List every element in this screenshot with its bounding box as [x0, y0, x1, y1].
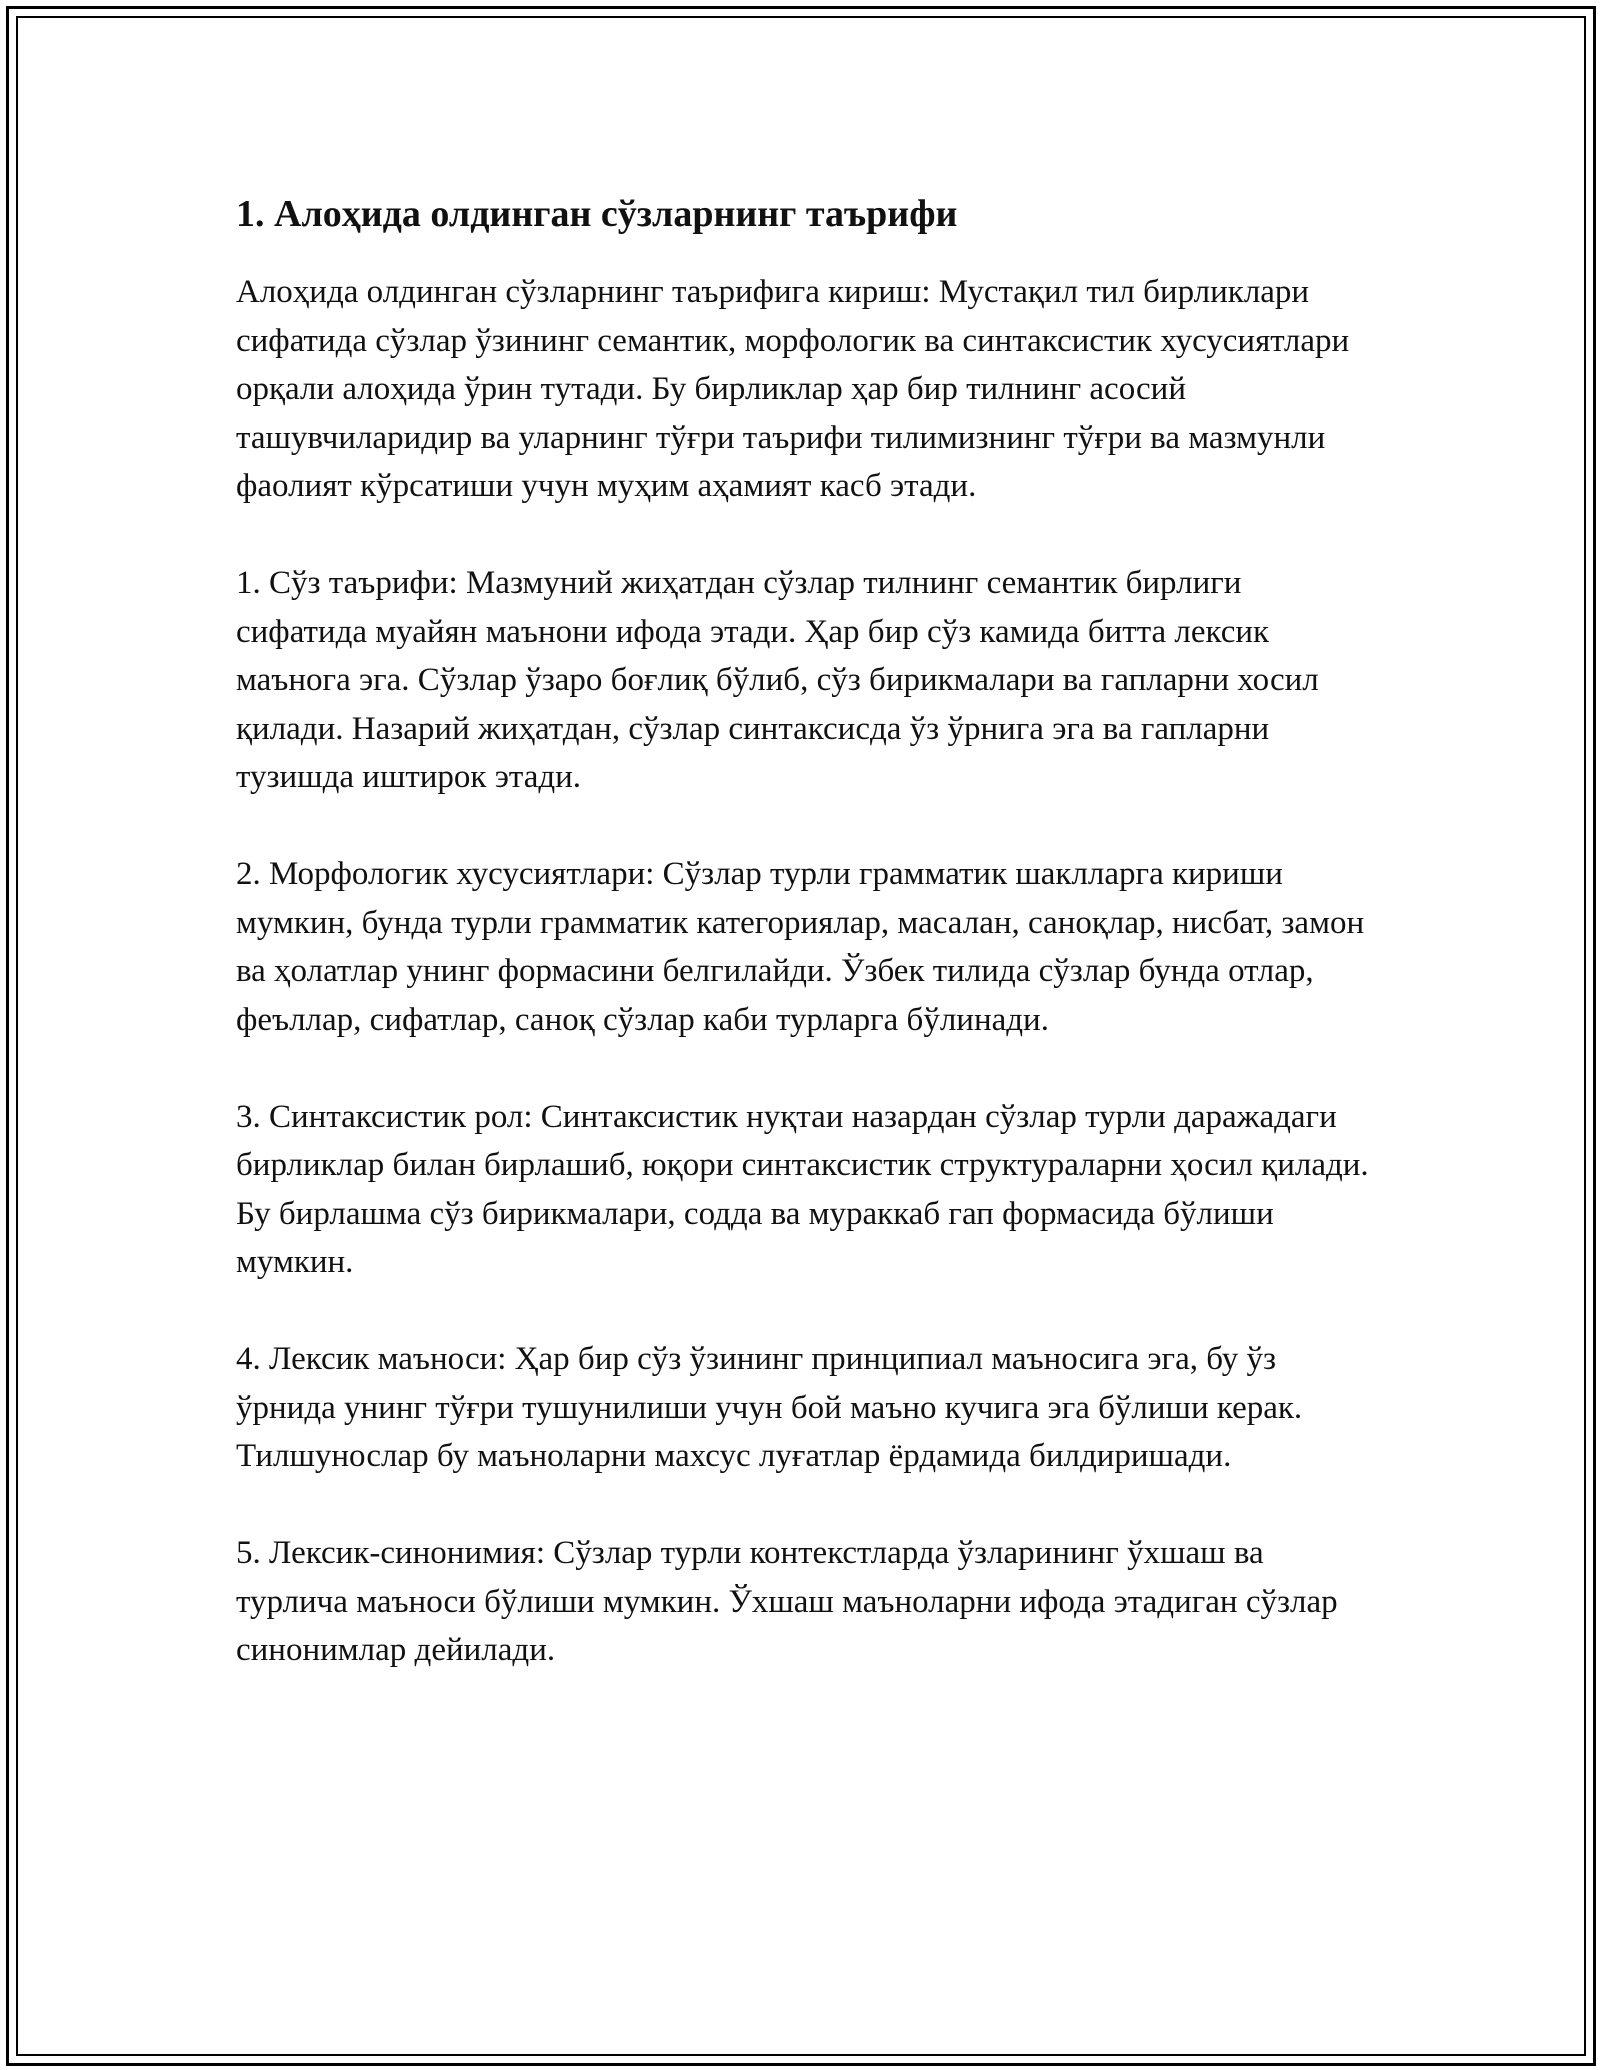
document-title: 1. Алоҳида олдинган сўзларнинг таърифи: [236, 193, 958, 235]
document-body: [236, 186, 1376, 1723]
paragraph-lexical-meaning: 4. Лексик маъноси: Ҳар бир сўз ўзининг принципиал маъносига эга, бу ўз ўрнида унинг тўғри тушунилиши учун бой маъно кучига эга бўлиши керак. Тилшунослар бу маъноларни махсус луғатлар ёрдамида билдиришади.: [236, 1341, 1303, 1474]
paragraph-synonymy: 5. Лексик-синонимия: Сўзлар турли контекстларда ўзларининг ўхшаш ва турлича маъноси бўлиши мумкин. Ўхшаш маъноларни ифода этадиган сўзлар синонимлар дейилади.: [236, 1535, 1338, 1668]
paragraph-syntax-role: 3. Синтаксистик рол: Синтаксистик нуқтаи назардан сўзлар турли даражадаги бирликлар билан бирлашиб, юқори синтаксистик структураларни ҳосил қилади. Бу бирлашма сўз бирикмалари, содда ва мураккаб гап формасида бўлиши мумкин.: [236, 1098, 1369, 1280]
paragraph-intro: Алоҳида олдинган сўзларнинг таърифига кириш: Мустақил тил бирликлари сифатида сўзлар ўзининг семантик, морфологик ва синтаксистик хусусиятлари орқали алоҳида ўрин тутади. Бу бирликлар ҳар бир тилнинг асосий ташувчиларидир ва уларнинг тўғри таърифи тилимизнинг тўғри ва мазмунли фаолият кўрсатиши учун муҳим аҳамият касб этади.: [236, 274, 1350, 504]
paragraph-morphology: 2. Морфологик хусусиятлари: Сўзлар турли грамматик шаклларга кириши мумкин, бунда турли грамматик категориялар, масалан, саноқлар, нисбат, замон ва ҳолатлар унинг формасини белгилайди. Ўзбек тилида сўзлар бунда отлар, феъллар, сифатлар, саноқ сўзлар каби турларга бўлинади.: [236, 856, 1365, 1038]
paragraph-word-definition: 1. Сўз таърифи: Мазмуний жиҳатдан сўзлар тилнинг семантик бирлиги сифатида муайян маънони ифода этади. Ҳар бир сўз камида битта лексик маънога эга. Сўзлар ўзаро боғлиқ бўлиб, сўз бирикмалари ва гапларни хосил қилади. Назарий жиҳатдан, сўзлар синтаксисда ўз ўрнига эга ва гапларни тузишда иштирок этади.: [236, 565, 1319, 795]
